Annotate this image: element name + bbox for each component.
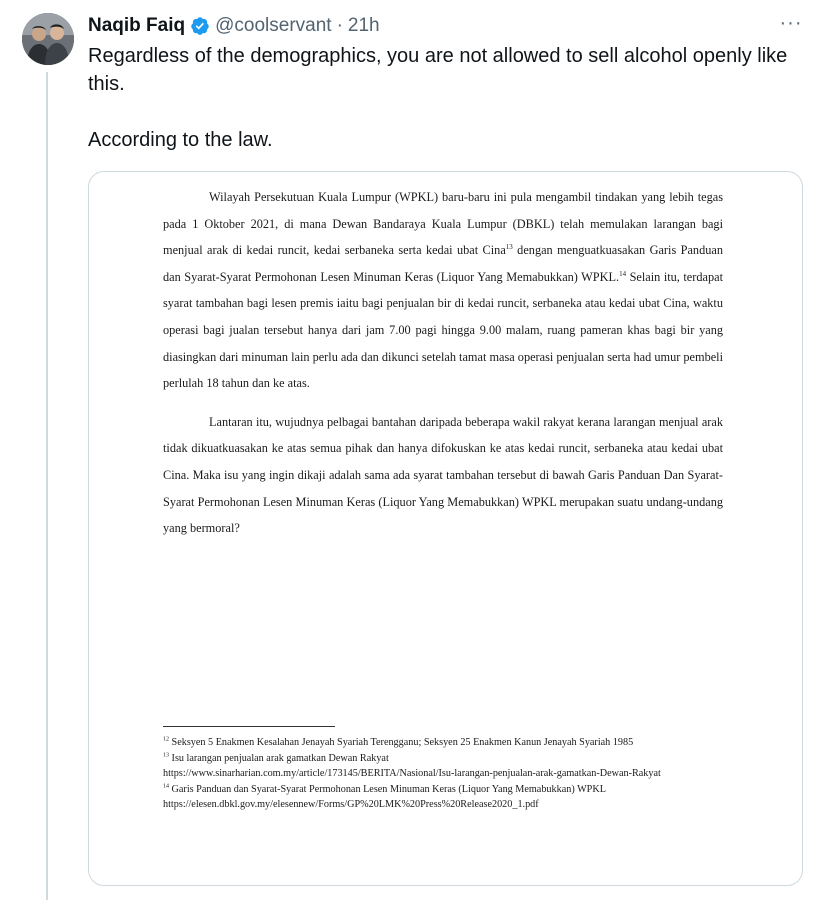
attached-image[interactable]	[88, 171, 803, 886]
document-paragraph	[163, 184, 723, 397]
footnote	[163, 751, 733, 782]
document-text: Wilayah Persekutuan Kuala Lumpur (WPKL) baru-baru ini pula mengambil tindakan yang lebih tegas pada 1 Oktober 2021, di mana Dewan Bandaraya Kuala Lumpur (DBKL) telah memulakan larangan bagi menjual arak di kedai runcit, kedai serbaneka serta kedai ubat Cina	[163, 190, 723, 258]
avatar-photo-icon	[22, 13, 74, 65]
tweet-text-paragraph: According to the law.	[88, 129, 273, 151]
footnote-marker: 14	[619, 269, 627, 278]
footnote-marker: 13	[505, 243, 513, 252]
header-separator: ·	[336, 15, 343, 36]
more-options-icon[interactable]: ···	[779, 12, 803, 34]
footnote-text: Seksyen 5 Enakmen Kesalahan Jenayah Syariah Terengganu; Seksyen 25 Enakmen Kanun Jenayah Syariah 1985	[171, 737, 634, 748]
footnote-number: 12	[163, 736, 169, 743]
footnote-url: https://www.sinarharian.com.my/article/173145/BERITA/Nasional/Isu-larangan-penjualan-arak-gamatkan-Dewan-Rakyat	[163, 768, 661, 779]
author-name[interactable]: Naqib Faiq	[88, 15, 186, 36]
document-paragraph: Lantaran itu, wujudnya pelbagai bantahan daripada beberapa wakil rakyat kerana larangan menjual arak tidak dikuatkuasakan ke atas semua pihak dan hanya difokuskan ke atas kedai runcit, serbaneka atau kedai ubat Cina. Maka isu yang ingin dikaji adalah sama ada syarat tambahan tersebut di bawah Garis Panduan Dan Syarat-Syarat Permohonan Lesen Minuman Keras (Liquor Yang Memabukkan) WPKL merupakan suatu undang-undang yang bermoral?	[163, 414, 723, 536]
document-text: dengan menguatkuasakan Garis Panduan dan Syarat-Syarat Permohonan Lesen Minuman Keras (Liquor Yang Memabukkan) WPKL.	[163, 243, 723, 284]
footnote-text: Isu larangan penjualan arak gamatkan Dewan Rakyat	[171, 752, 389, 764]
footnote	[163, 782, 733, 813]
tweet-header	[88, 14, 805, 38]
footnote	[163, 735, 733, 751]
tweet-text-paragraph: Regardless of the demographics, you are not allowed to sell alcohol openly like this.	[88, 45, 788, 95]
footnote-text: Garis Panduan dan Syarat-Syarat Permohonan Lesen Minuman Keras (Liquor Yang Memabukkan) WPKL	[171, 783, 606, 795]
verified-badge-icon	[190, 16, 210, 36]
thread-connector-line	[46, 72, 48, 900]
footnote-number: 14	[163, 783, 169, 790]
document-body	[163, 184, 723, 542]
footnote-number: 13	[163, 752, 169, 759]
footnote-divider	[163, 726, 335, 727]
tweet-timestamp[interactable]: 21h	[347, 15, 380, 36]
document-text: Selain itu, terdapat syarat tambahan bagi lesen premis iaitu bagi penjualan bir di kedai runcit, serbaneka atau kedai ubat Cina, waktu operasi bagi jualan tersebut hanya dari jam 7.00 pagi hingga 9.00 malam, ruang pameran khas bagi bir yang diasingkan dari minuman lain perlu ada dan dikunci setelah tamat masa operasi penjualan serta had umur pembeli perlulah 18 tahun dan ke atas.	[163, 269, 724, 391]
footnotes	[163, 735, 733, 813]
tweet-text	[88, 42, 803, 154]
footnote-url: https://elesen.dbkl.gov.my/elesennew/Forms/GP%20LMK%20Press%20Release2020_1.pdf	[163, 799, 539, 810]
author-handle[interactable]: @coolservant	[215, 15, 332, 36]
avatar[interactable]	[22, 13, 74, 65]
